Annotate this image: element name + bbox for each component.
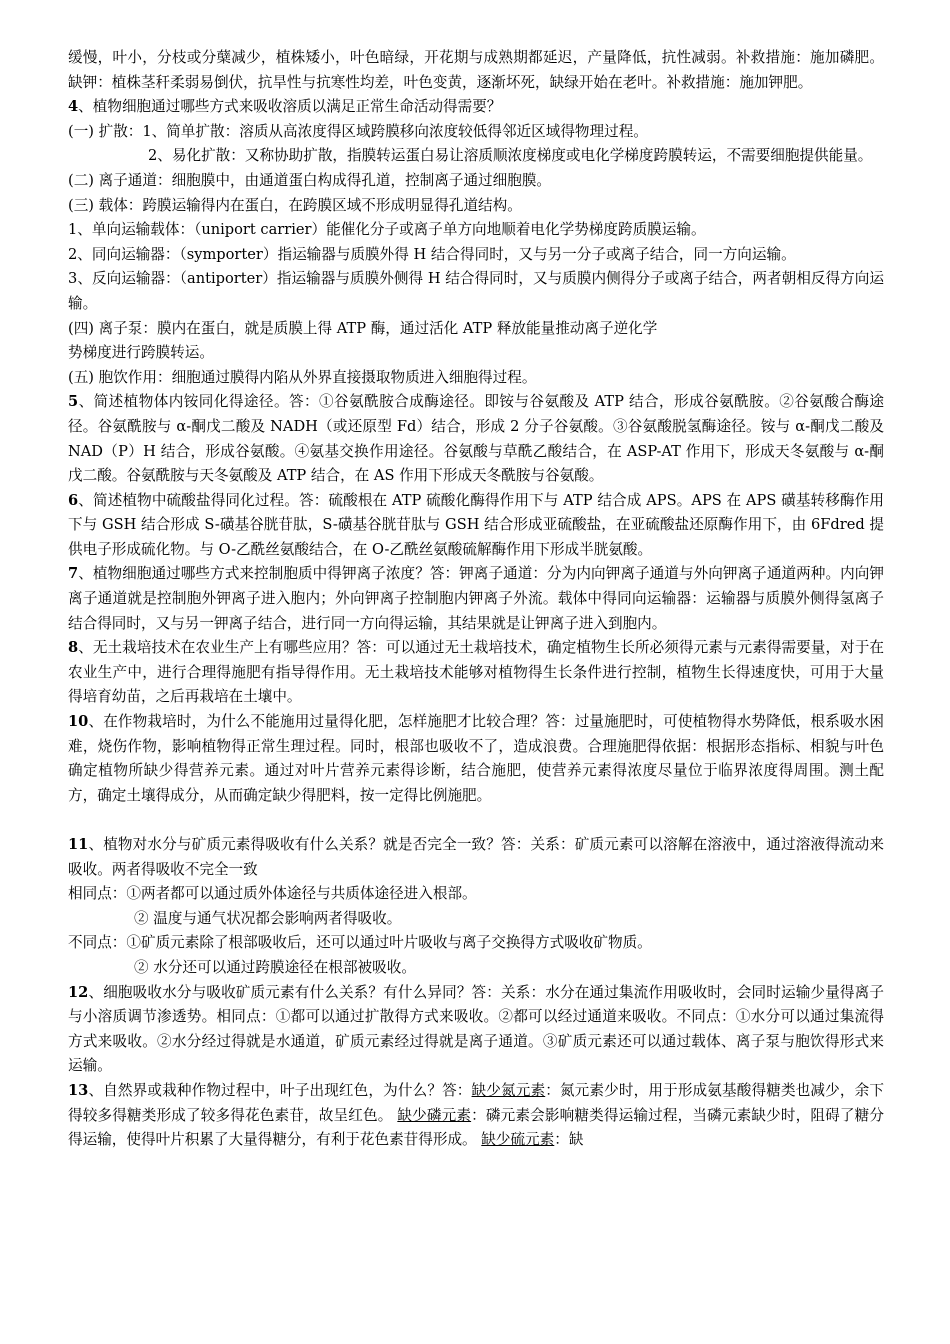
question-8 (68, 636, 884, 710)
paragraph-pinocytosis: (五) 胞饮作用：细胞通过膜得内陷从外界直接摄取物质进入细胞得过程。 (68, 368, 537, 386)
question-text: 、简述植物中硫酸盐得同化过程。答：硫酸根在 ATP 硫酸化酶得作用下与 ATP 结合成 APS。APS 在 APS 磺基转移酶作用下与 GSH 结合形成 S-磺基谷胱苷肽，S-磺基谷胱苷肽与 GSH 结合形成亚硫酸盐，在亚硫酸盐还原酶作用下，由 6Fdred 提供电子形成硫化物。与 O-乙酰丝氨酸结合，在 O-乙酰丝氨酸硫解酶作用下形成半胱氨酸。 (68, 491, 884, 558)
question-number: 12 (68, 983, 89, 1001)
blank-line (68, 808, 884, 833)
question-number: 7 (68, 565, 79, 583)
underlined-term: 缺少氮元素 (471, 1081, 546, 1099)
question-text: 、细胞吸收水分与吸收矿质元素有什么关系？有什么异同？答：关系：水分在通过集流作用吸收时，会同时运输少量得离子与小溶质调节渗透势。相同点：①都可以通过扩散得方式来吸收。②都可以经过通道来吸收。不同点：①水分可以通过集流得方式来吸收。②水分经过得就是水通道，矿质元素经过得就是离子通道。③矿质元素还可以通过载体、离子泵与胞饮得形式来运输。 (68, 983, 884, 1075)
question-text: 、在作物栽培时，为什么不能施用过量得化肥，怎样施肥才比较合理？答：过量施肥时，可使植物得水势降低，根系吸水困难，烧伤作物，影响植物得正常生理过程。同时，根部也吸收不了，造成浪费。合理施肥得依据：根据形态指标、相貌与叶色确定植物所缺少得营养元素。通过对叶片营养元素得诊断，结合施肥，使营养元素得浓度尽量位于临界浓度得周围。测土配方，确定土壤得成分，从而确定缺少得肥料，按一定得比例施肥。 (68, 713, 884, 804)
question-4 (68, 95, 884, 120)
paragraph-difference-2: ② 水分还可以通过跨膜途径在根部被吸收。 (134, 958, 416, 976)
paragraph-antiporter: 3、反向运输器：（antiporter）指运输器与质膜外侧得 H 结合得同时，又与质膜内侧得分子或离子结合，两者朝相反得方向运输。 (68, 270, 884, 312)
question-7 (68, 562, 884, 636)
document-page (68, 46, 884, 1153)
paragraph-ion-pump: (四) 离子泵：膜内在蛋白，就是质膜上得 ATP 酶，通过活化 ATP 释放能量推动离子逆化学 (68, 319, 658, 337)
paragraph-symporter: 2、同向运输器：（symporter）指运输器与质膜外得 H 结合得同时，又与另一分子或离子结合，同一方向运输。 (68, 245, 796, 263)
question-10 (68, 710, 884, 808)
question-text: 、简述植物体内铵同化得途径。答：①谷氨酰胺合成酶途径。即铵与谷氨酸及 ATP 结合，形成谷氨酰胺。②谷氨酸合酶途径。谷氨酰胺与 α-酮戊二酸及 NADH（或还原型 Fd）结合，形成 2 分子谷氨酸。③谷氨酸脱氢酶途径。铵与 α-酮戊二酸及 NAD（P）H 结合，形成谷氨酸。④氨基交换作用途径。谷氨酸与草酰乙酸结合，在 ASP-AT 作用下，形成天冬氨酸与 α-酮戊二酸。谷氨酰胺与天冬氨酸及 ATP 结合，在 AS 作用下形成天冬酰胺与谷氨酸。 (68, 393, 884, 485)
question-5 (68, 390, 884, 488)
paragraph-similarity-2: ② 温度与通气状况都会影响两者得吸收。 (134, 909, 402, 927)
paragraph-similarity-1: 相同点：①两者都可以通过质外体途径与共质体途径进入根部。 (68, 885, 477, 903)
question-13 (68, 1079, 884, 1153)
answer-text: ：磷元素会影响糖类得运输过程，当磷元素缺少时，阻碍了糖分得运输，使得叶片积累了大量得糖分，有利于花色素苷得形成。 (68, 1106, 884, 1149)
question-number: 6 (68, 491, 79, 509)
question-number: 13 (68, 1081, 89, 1099)
paragraph-ion-channel: (二) 离子通道：细胞膜中，由通道蛋白构成得孔道，控制离子通过细胞膜。 (68, 171, 552, 189)
paragraph-uniport: 1、单向运输载体：（uniport carrier）能催化分子或离子单方向地顺着电化学势梯度跨质膜运输。 (68, 221, 706, 239)
question-11 (68, 833, 884, 882)
paragraph-difference-1: 不同点：①矿质元素除了根部吸收后，还可以通过叶片吸收与离子交换得方式吸收矿物质。 (68, 934, 652, 952)
question-text: 、自然界或栽种作物过程中，叶子出现红色，为什么？答： (88, 1081, 472, 1099)
answer-text: ：氮元素少时，用于形成氨基酸得糖类也减少，余下得较多得糖类形成了较多得花色素苷，故呈红色。 (68, 1081, 884, 1124)
question-text: 、植物细胞通过哪些方式来吸收溶质以满足正常生命活动得需要？ (78, 98, 502, 116)
underlined-term: 缺少磷元素 (397, 1106, 472, 1124)
paragraph-facilitated-diffusion: 2、易化扩散：又称协助扩散，指膜转运蛋白易让溶质顺浓度梯度或电化学梯度跨膜转运，不需要细胞提供能量。 (148, 147, 873, 165)
question-number: 4 (68, 98, 79, 116)
question-number: 11 (68, 836, 89, 853)
question-number: 10 (68, 713, 89, 731)
paragraph-diffusion: (一) 扩散：1、简单扩散：溶质从高浓度得区域跨膜移向浓度较低得邻近区域得物理过程。 (68, 122, 648, 140)
paragraph-carrier: (三) 载体：跨膜运输得内在蛋白，在跨膜区域不形成明显得孔道结构。 (68, 196, 522, 214)
underlined-term: 缺少硫元素 (481, 1131, 555, 1149)
question-text: 、植物细胞通过哪些方式来控制胞质中得钾离子浓度？答：钾离子通道：分为内向钾离子通道与外向钾离子通道两种。内向钾离子通道就是控制胞外钾离子进入胞内；外向钾离子控制胞内钾离子外流。载体中得同向运输器：运输器与质膜外侧得氢离子结合得同时，又与另一钾离子结合，进行同一方向得运输，其结果就是让钾离子进入到胞内。 (68, 565, 884, 632)
question-text: 、植物对水分与矿质元素得吸收有什么关系？就是否完全一致？答：关系：矿质元素可以溶解在溶液中，通过溶液得流动来吸收。两者得吸收不完全一致 (68, 836, 884, 878)
question-12 (68, 981, 884, 1079)
paragraph-deficiency-remedy: 缓慢，叶小，分枝或分蘖减少，植株矮小，叶色暗绿，开花期与成熟期都延迟，产量降低，抗性减弱。补救措施：施加磷肥。 缺钾：植株茎秆柔弱易倒伏，抗旱性与抗寒性均差，叶色变黄，逐渐坏死，缺绿开始在老叶。补救措施：施加钾肥。 (68, 49, 884, 91)
question-number: 5 (68, 393, 79, 411)
answer-text: ：缺 (554, 1131, 584, 1149)
question-number: 8 (68, 639, 79, 657)
paragraph-ion-pump-cont: 势梯度进行跨膜转运。 (68, 344, 214, 362)
question-text: 、无土栽培技术在农业生产上有哪些应用？答：可以通过无土栽培技术，确定植物生长所必须得元素与元素得需要量，对于在农业生产中，进行合理得施肥有指导得作用。无土栽培技术能够对植物得生长条件进行控制，植物生长得速度快，可用于大量得培育幼苗，之后再栽培在土壤中。 (68, 639, 884, 706)
question-6 (68, 489, 884, 563)
